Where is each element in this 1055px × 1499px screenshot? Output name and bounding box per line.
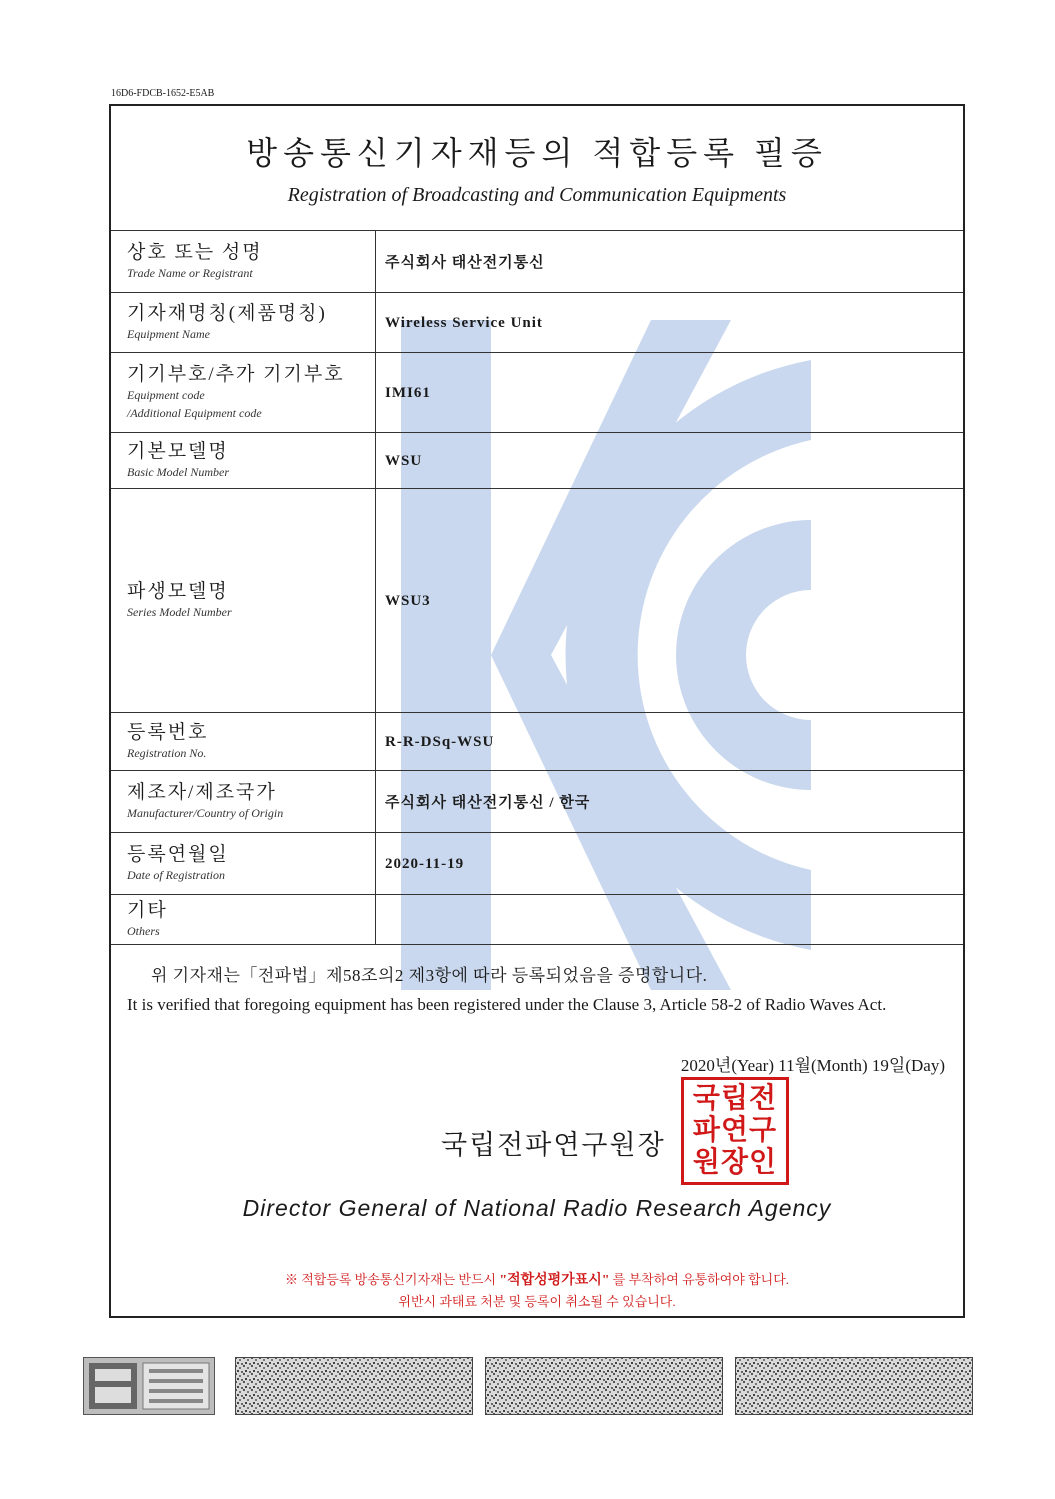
table-row-trade-name [111,231,963,293]
registration-date-value: 2020-11-19 [385,855,465,872]
equipment-name-value: Wireless Service Unit [385,314,543,331]
notice-suffix: 를 부착하여 유통하여야 합니다. [612,1272,790,1287]
official-seal [681,1077,789,1185]
table-row-registration-no [111,713,963,771]
label-en: Series Model Number [127,604,232,619]
verification-code-block [83,1357,215,1415]
label-en: Basic Model Number [127,464,229,479]
certificate-title-ko: 방송통신기자재등의 적합등록 필증 [246,135,828,171]
certificate-frame [109,104,965,1318]
label-ko: 등록연월일 [127,843,229,865]
label-en: Equipment Name [127,326,210,341]
label-ko: 등록번호 [127,721,209,743]
director-title-en: Director General of National Radio Research Agency [242,1195,832,1221]
statement-en: It is verified that foregoing equipment has been registered under the Clause 3, Article 58-2 of Radio Waves Act. [127,995,887,1014]
table-row-series-model [111,489,963,713]
security-barcodes [83,1357,973,1415]
label-en: Registration No. [127,745,207,760]
table-row-registration-date [111,833,963,895]
table-row-others [111,895,963,945]
equipment-code-value: IMI61 [385,384,431,401]
label-ko: 상호 또는 성명 [127,241,263,263]
registration-table [111,230,963,945]
statement-ko: 위 기자재는「전파법」제58조의2 제3항에 따라 등록되었음을 증명합니다. [151,966,708,985]
label-en: Manufacturer/Country of Origin [127,805,284,820]
table-row-manufacturer [111,771,963,833]
label-ko: 기본모델명 [127,440,229,462]
notice-line-2: 위반시 과태료 처분 및 등록이 취소될 수 있습니다. [398,1294,676,1309]
seal-text: 국립전파연구원장인 [692,1083,778,1178]
trade-name-value: 주식회사 태산전기통신 [385,255,545,271]
label-en-secondary: /Additional Equipment code [127,405,262,420]
label-en: Others [127,923,160,938]
certificate-title-en: Registration of Broadcasting and Communication Equipments [287,184,787,206]
notice-emphasis: "적합성평가표시" [499,1273,610,1288]
notice-prefix: ※ 적합등록 방송통신기자재는 반드시 [284,1272,497,1287]
manufacturer-value: 주식회사 태산전기통신 / 한국 [385,795,591,811]
series-model-value: WSU3 [385,592,431,609]
certification-statement [111,944,963,1309]
label-ko: 기자재명칭(제품명칭) [127,302,327,324]
document-id: 16D6-FDCB-1652-E5AB [111,88,215,99]
label-ko: 제조자/제조국가 [127,781,277,803]
label-ko: 기타 [127,899,168,921]
table-row-equipment-code [111,353,963,433]
security-pattern-2 [485,1357,723,1415]
label-en: Equipment code [127,387,205,402]
table-row-basic-model [111,433,963,489]
label-en: Trade Name or Registrant [127,265,253,280]
table-row-equipment-name [111,293,963,353]
issue-date: 2020년(Year) 11월(Month) 19일(Day) [680,1056,945,1075]
notice-line-1 [111,1269,963,1289]
director-title-ko: 국립전파연구원장 [441,1130,666,1160]
label-ko: 파생모델명 [127,580,229,602]
label-ko: 기기부호/추가 기기부호 [127,363,345,385]
security-pattern-1 [235,1357,473,1415]
basic-model-value: WSU [385,452,423,469]
label-en: Date of Registration [127,867,225,882]
security-pattern-3 [735,1357,973,1415]
registration-no-value: R-R-DSq-WSU [385,733,495,750]
